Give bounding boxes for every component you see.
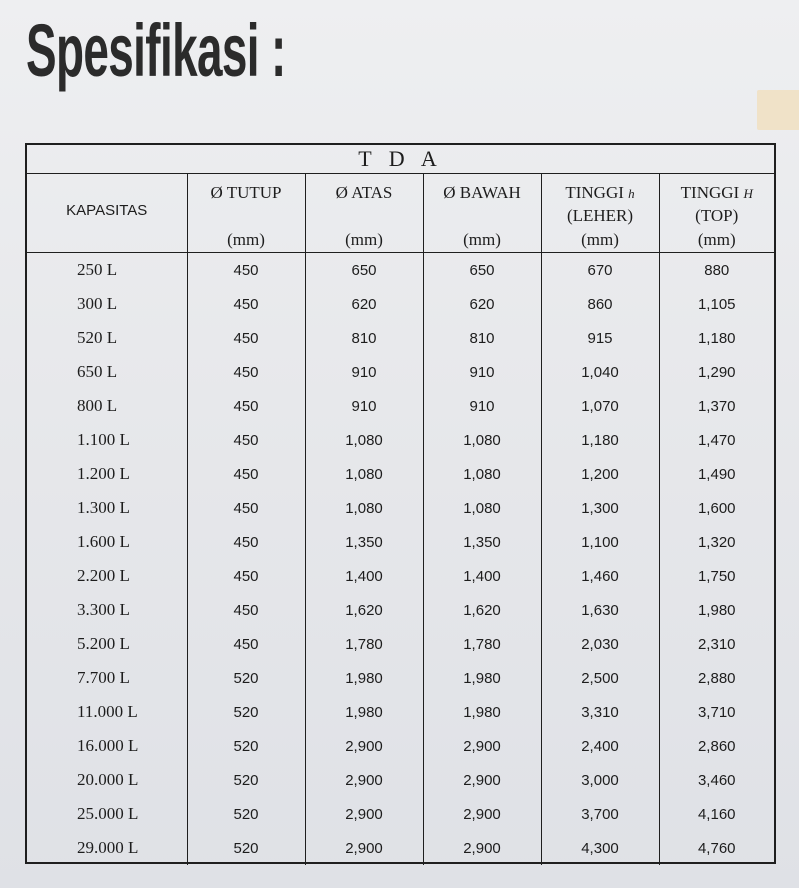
- cell-atas: 2,900: [305, 763, 423, 797]
- cell-tutup: 450: [187, 491, 305, 525]
- cell-tinggi-top: 1,490: [659, 457, 774, 491]
- table-row: [27, 457, 774, 491]
- cell-tinggi-top: 1,290: [659, 355, 774, 389]
- cell-kapasitas: 300 L: [77, 294, 118, 313]
- table-row: [27, 729, 774, 763]
- cell-tutup: 450: [187, 389, 305, 423]
- cell-kapasitas: 250 L: [77, 260, 118, 279]
- cell-bawah: 1,400: [423, 559, 541, 593]
- table-row: [27, 763, 774, 797]
- cell-bawah: 2,900: [423, 797, 541, 831]
- cell-bawah: 1,620: [423, 593, 541, 627]
- table-row: [27, 661, 774, 695]
- cell-atas: 1,400: [305, 559, 423, 593]
- cell-tinggi-leher: 2,030: [541, 627, 659, 661]
- table-row: [27, 831, 774, 865]
- table-row: [27, 695, 774, 729]
- table-row: [27, 593, 774, 627]
- cell-tinggi-leher: 1,070: [541, 389, 659, 423]
- cell-tinggi-leher: 3,000: [541, 763, 659, 797]
- cell-atas: 810: [305, 321, 423, 355]
- table-row: [27, 389, 774, 423]
- header-bawah: Ø BAWAH (mm): [423, 174, 541, 253]
- cell-tinggi-leher: 1,100: [541, 525, 659, 559]
- cell-tinggi-top: 1,105: [659, 287, 774, 321]
- cell-tinggi-top: 1,470: [659, 423, 774, 457]
- cell-bawah: 910: [423, 389, 541, 423]
- cell-bawah: 1,980: [423, 695, 541, 729]
- header-tinggi-top: TINGGI H (TOP) (mm): [659, 174, 774, 253]
- cell-tinggi-top: 4,160: [659, 797, 774, 831]
- cell-tinggi-leher: 3,700: [541, 797, 659, 831]
- header-tinggi-leher: TINGGI h (LEHER) (mm): [541, 174, 659, 253]
- corner-tab: [757, 90, 799, 130]
- cell-tutup: 450: [187, 627, 305, 661]
- cell-tinggi-top: 1,180: [659, 321, 774, 355]
- cell-tutup: 520: [187, 661, 305, 695]
- cell-atas: 1,780: [305, 627, 423, 661]
- table-row: [27, 525, 774, 559]
- table-row: [27, 253, 774, 288]
- table-row: [27, 491, 774, 525]
- table-row: [27, 321, 774, 355]
- cell-kapasitas: 5.200 L: [77, 634, 130, 653]
- cell-bawah: 1,080: [423, 491, 541, 525]
- cell-kapasitas: 520 L: [77, 328, 118, 347]
- cell-kapasitas: 1.100 L: [77, 430, 130, 449]
- table-group-title: T D A: [27, 145, 774, 174]
- cell-bawah: 910: [423, 355, 541, 389]
- cell-kapasitas: 2.200 L: [77, 566, 130, 585]
- cell-tinggi-leher: 1,040: [541, 355, 659, 389]
- cell-tutup: 450: [187, 287, 305, 321]
- cell-atas: 1,620: [305, 593, 423, 627]
- header-kapasitas: KAPASITAS: [27, 174, 187, 253]
- cell-kapasitas: 3.300 L: [77, 600, 130, 619]
- cell-bawah: 620: [423, 287, 541, 321]
- cell-tinggi-top: 2,310: [659, 627, 774, 661]
- cell-tinggi-leher: 4,300: [541, 831, 659, 865]
- cell-tinggi-top: 1,370: [659, 389, 774, 423]
- cell-atas: 1,080: [305, 423, 423, 457]
- cell-tutup: 450: [187, 559, 305, 593]
- cell-tinggi-top: 1,320: [659, 525, 774, 559]
- cell-tutup: 450: [187, 457, 305, 491]
- cell-tinggi-leher: 1,630: [541, 593, 659, 627]
- cell-atas: 2,900: [305, 797, 423, 831]
- cell-atas: 1,350: [305, 525, 423, 559]
- cell-tutup: 450: [187, 355, 305, 389]
- cell-tutup: 520: [187, 695, 305, 729]
- cell-tinggi-top: 2,880: [659, 661, 774, 695]
- cell-tinggi-top: 3,710: [659, 695, 774, 729]
- cell-bawah: 810: [423, 321, 541, 355]
- cell-tutup: 450: [187, 423, 305, 457]
- cell-kapasitas: 800 L: [77, 396, 118, 415]
- cell-bawah: 1,350: [423, 525, 541, 559]
- cell-kapasitas: 16.000 L: [77, 736, 139, 755]
- table-row: [27, 355, 774, 389]
- cell-kapasitas: 20.000 L: [77, 770, 139, 789]
- cell-atas: 2,900: [305, 831, 423, 865]
- cell-tinggi-top: 1,980: [659, 593, 774, 627]
- cell-bawah: 1,080: [423, 423, 541, 457]
- cell-atas: 1,080: [305, 491, 423, 525]
- cell-kapasitas: 1.600 L: [77, 532, 130, 551]
- cell-tutup: 450: [187, 593, 305, 627]
- cell-bawah: 650: [423, 253, 541, 288]
- cell-bawah: 2,900: [423, 763, 541, 797]
- cell-tinggi-leher: 915: [541, 321, 659, 355]
- spec-table: [25, 143, 776, 864]
- cell-tutup: 520: [187, 831, 305, 865]
- cell-tinggi-leher: 3,310: [541, 695, 659, 729]
- table-row: [27, 287, 774, 321]
- cell-kapasitas: 650 L: [77, 362, 118, 381]
- cell-tinggi-top: 3,460: [659, 763, 774, 797]
- cell-atas: 1,980: [305, 661, 423, 695]
- page-title: Spesifikasi :: [26, 9, 286, 92]
- header-tutup: Ø TUTUP (mm): [187, 174, 305, 253]
- cell-atas: 910: [305, 389, 423, 423]
- cell-bawah: 1,780: [423, 627, 541, 661]
- cell-kapasitas: 1.300 L: [77, 498, 130, 517]
- cell-tutup: 520: [187, 797, 305, 831]
- cell-tinggi-top: 880: [659, 253, 774, 288]
- cell-tinggi-leher: 860: [541, 287, 659, 321]
- cell-atas: 2,900: [305, 729, 423, 763]
- cell-tinggi-top: 2,860: [659, 729, 774, 763]
- cell-atas: 650: [305, 253, 423, 288]
- cell-kapasitas: 1.200 L: [77, 464, 130, 483]
- cell-tinggi-leher: 670: [541, 253, 659, 288]
- cell-atas: 910: [305, 355, 423, 389]
- cell-kapasitas: 29.000 L: [77, 838, 139, 857]
- cell-tinggi-leher: 2,500: [541, 661, 659, 695]
- cell-tutup: 520: [187, 729, 305, 763]
- cell-tutup: 450: [187, 525, 305, 559]
- cell-tinggi-top: 1,750: [659, 559, 774, 593]
- cell-tinggi-leher: 1,460: [541, 559, 659, 593]
- header-atas: Ø ATAS (mm): [305, 174, 423, 253]
- cell-tutup: 450: [187, 321, 305, 355]
- cell-tutup: 450: [187, 253, 305, 288]
- cell-tinggi-leher: 1,200: [541, 457, 659, 491]
- cell-tinggi-top: 4,760: [659, 831, 774, 865]
- cell-tinggi-leher: 1,180: [541, 423, 659, 457]
- cell-kapasitas: 25.000 L: [77, 804, 139, 823]
- cell-tutup: 520: [187, 763, 305, 797]
- table-row: [27, 627, 774, 661]
- cell-bawah: 1,980: [423, 661, 541, 695]
- cell-kapasitas: 7.700 L: [77, 668, 130, 687]
- cell-tinggi-top: 1,600: [659, 491, 774, 525]
- table-row: [27, 559, 774, 593]
- cell-bawah: 2,900: [423, 831, 541, 865]
- cell-kapasitas: 11.000 L: [77, 702, 138, 721]
- cell-atas: 1,080: [305, 457, 423, 491]
- cell-bawah: 2,900: [423, 729, 541, 763]
- spec-table-body: [27, 253, 774, 866]
- cell-bawah: 1,080: [423, 457, 541, 491]
- cell-atas: 620: [305, 287, 423, 321]
- cell-tinggi-leher: 2,400: [541, 729, 659, 763]
- cell-tinggi-leher: 1,300: [541, 491, 659, 525]
- table-row: [27, 423, 774, 457]
- cell-atas: 1,980: [305, 695, 423, 729]
- table-row: [27, 797, 774, 831]
